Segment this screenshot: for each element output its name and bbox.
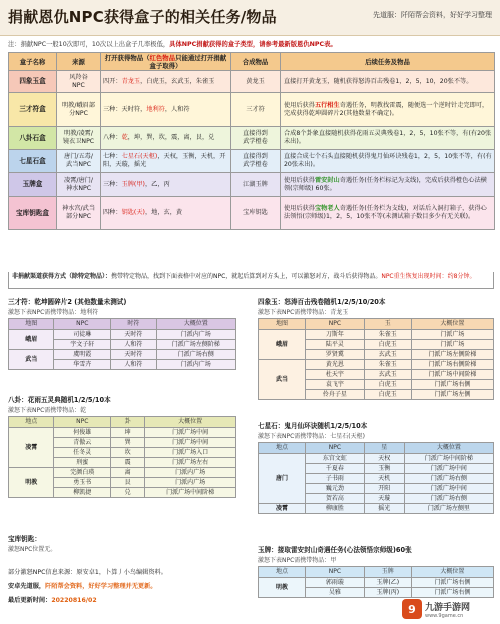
npc-location: 门派广场中间 (404, 484, 493, 494)
combine-item: 三才符 (231, 93, 281, 127)
npc-col-header: NPC (306, 567, 365, 578)
npc-name: 青傲云 (54, 438, 111, 448)
npc-header-row (9, 319, 236, 330)
npc-item: 朱雀玉 (364, 330, 411, 340)
note-prefix: 注：捐献NPC一般10次即可，10次以上出盒子几率极低， (8, 41, 170, 48)
npc-name: 虞明霞 (54, 350, 111, 360)
contents-other-items: ，人和符 (164, 105, 190, 113)
footer-update (8, 595, 97, 604)
npc-row (259, 578, 494, 588)
npc-col-header: 地点 (259, 567, 306, 578)
npc-name: 杜天宇 (306, 370, 365, 380)
box-contents (101, 127, 231, 150)
npc-col-header: NPC (54, 319, 111, 330)
box-source: 唐门/五毒/ 武当NPC (57, 150, 101, 173)
acquire-note-bold: 非捐献渠道获得方式（除特定物品）： (12, 273, 112, 280)
s_sancai-title: 三才符：乾坤圆碎片2 (其他数量未测试) (8, 298, 127, 306)
npc-item: 震 (111, 458, 145, 468)
s_bagua-title: 八卦：花雨五灵典随机1/2/5/10本 (8, 396, 111, 404)
npc-item: 开阳 (364, 484, 404, 494)
box-row (9, 197, 495, 230)
npc-header-row (259, 567, 494, 578)
followup-highlight: 五行相生 (314, 101, 340, 109)
watermark (402, 598, 494, 620)
box-name: 八卦石盒 (9, 127, 57, 150)
npc-item: 玉牌(乙) (364, 578, 411, 588)
followup-task (281, 197, 495, 230)
npc-location: 门派内广场 (145, 478, 236, 488)
s_yupai-sub: 激怒下表NPC需携带物品：甲 (258, 557, 337, 564)
note-line (8, 39, 494, 48)
npc-name: 刑蜜 (54, 458, 111, 468)
npc-row (9, 468, 236, 478)
s_bagua-sub: 激怒下表NPC需携带物品：乾 (8, 407, 87, 414)
npc-location: 门派广场右侧 (404, 474, 493, 484)
followup-text-b: 奇遇任务，明教找雷震，随便选一个逆时针走完即可，完成获得乾坤圆碎片2(其他数量不确定)。 (284, 101, 489, 117)
s_sixiang-title: 四象玉：怒涛百击残卷随机1/2/5/10/20本 (258, 298, 386, 306)
npc-map: 峨眉 (9, 330, 54, 350)
followup-task (281, 173, 495, 197)
followup-highlight: 雷安封山 (314, 176, 340, 184)
box-contents (101, 150, 231, 173)
npc-item: 玉衡 (364, 464, 404, 474)
contents-count: 七种： (103, 153, 122, 161)
box-source: 明教/凌霄/ 镜衣卫NPC (57, 127, 101, 150)
npc-location: 门派内广场 (145, 468, 236, 478)
npc-item: 天时符 (111, 330, 156, 340)
followup-task (281, 93, 495, 127)
npc-col-header: 大概位置 (411, 567, 493, 578)
npc-item: 人和符 (111, 340, 156, 350)
followup-text-b: 奇遇任务(任务栏标记为支线)，完成后获得橙色心法横领(宗师级) 60张。 (284, 176, 487, 192)
s_qixing-sub: 激怒下表NPC需携带物品：七星石(天枢) (258, 433, 365, 440)
npc-map: 峨眉 (259, 330, 306, 360)
npc-location: 门派广场左右 (145, 458, 236, 468)
npc-name: 伶舟子星 (306, 390, 365, 400)
followup-text-a: 使用后获得 (284, 101, 315, 109)
s_sancai-sub: 激怒下表NPC需携带物品：地利符 (8, 309, 99, 316)
npc-item: 天权 (364, 454, 404, 464)
npc-location: 门派广场中间阶梯 (404, 454, 493, 464)
npc-map: 唐门 (259, 454, 306, 504)
footer-line2-orange: 阡陌帮会资料，好好学习整理并无更新。 (45, 583, 157, 590)
col-header-combine: 合成物品 (231, 53, 281, 71)
section-sancai (8, 296, 236, 370)
npc-location: 门派广场 (411, 340, 493, 350)
npc-col-header: 大概位置 (156, 319, 235, 330)
npc-location: 门派广场中间阶梯 (145, 488, 236, 498)
credit-text: 先道服：阡陌帮会资料，好好学习整理 (373, 11, 492, 19)
footer-source: 部分激怒NPC信息来源：原安卓1，卜算丿小鸟编辑资料。 (8, 569, 167, 576)
followup-task (281, 71, 495, 93)
npc-location: 门派广场中间阶梯 (411, 370, 493, 380)
npc-row (9, 330, 236, 340)
npc-item: 艮 (111, 478, 145, 488)
npc-col-header: 大概位置 (404, 443, 493, 454)
npc-name: 巍元劲 (306, 484, 365, 494)
npc-col-header: 地图 (259, 319, 306, 330)
s_qixing-npc-table (258, 442, 494, 514)
box-name: 七星石盒 (9, 150, 57, 173)
box-source: 明教/峨眉部 分NPC (57, 93, 101, 127)
followup-highlight: 宝物老人 (314, 205, 340, 213)
section-baoku (8, 533, 236, 553)
npc-name: 柳康胜 (306, 504, 365, 514)
npc-col-header: NPC (306, 319, 365, 330)
combine-item: 黄龙玉 (231, 71, 281, 93)
npc-header-row (259, 443, 494, 454)
npc-row (9, 428, 236, 438)
npc-row (259, 330, 494, 340)
page-title: 捐献恩仇NPC获得盒子的相关任务/物品 (8, 8, 277, 26)
contents-count: 四种： (103, 209, 122, 217)
npc-name: 子书雨 (306, 474, 365, 484)
s_sancai-npc-table (8, 318, 236, 370)
npc-item: 玄武玉 (364, 370, 411, 380)
box-name: 四象玉盒 (9, 71, 57, 93)
contents-other-items: ，乙，丙 (144, 180, 170, 188)
box-source: 凌霄/唐门/ 神水NPC (57, 173, 101, 197)
npc-col-header: 大概位置 (411, 319, 493, 330)
contents-exclusive-item: 七星石(天枢) (121, 153, 158, 161)
watermark-url: www.9game.cn (425, 612, 464, 619)
npc-location: 门派内广场 (156, 330, 235, 340)
npc-map: 武当 (259, 360, 306, 400)
npc-item: 巽 (111, 438, 145, 448)
combine-item: 直接得到 武学橙卷 (231, 150, 281, 173)
npc-item: 玄武玉 (364, 350, 411, 360)
contents-count: 四开： (103, 77, 122, 85)
npc-col-header: NPC (54, 417, 111, 428)
npc-item: 朱雀玉 (364, 360, 411, 370)
s_sixiang-sub: 激怒下表NPC需携带物品：青龙玉 (258, 309, 349, 316)
contents-exclusive-item: 地利符 (146, 105, 165, 113)
npc-item: 天机 (364, 474, 404, 484)
npc-col-header: 玉牌 (364, 567, 411, 578)
npc-name: 勇玉书 (54, 478, 111, 488)
npc-location: 门派广场右侧 (411, 588, 493, 598)
npc-item: 兑 (111, 488, 145, 498)
followup-text-a: 直接打开黄龙玉，随机获得怒涛百击残卷1，2，5，10，20张不等。 (284, 77, 473, 85)
baoku-title: 宝库钥匙： (8, 535, 41, 543)
contents-other-items: ，天权，玉衡，天机，开阳，天璇，摇光 (103, 153, 226, 168)
header-bar (0, 0, 500, 36)
npc-header-row (259, 319, 494, 330)
footer-line2-bold: 安卓先道服， (8, 583, 46, 590)
npc-location: 门派广场入口 (145, 448, 236, 458)
npc-location: 门派广场中间 (145, 428, 236, 438)
main-box-table (8, 52, 495, 230)
followup-task (281, 127, 495, 150)
npc-item: 天璇 (364, 494, 404, 504)
note-bold: 具体NPC捐献获得的盒子类型，请参考最新版恩仇NPC表。 (169, 41, 337, 48)
npc-item: 白虎玉 (364, 340, 411, 350)
npc-map: 武当 (9, 350, 54, 370)
col-header-ways (101, 53, 231, 71)
baoku-sub: 激怒NPC位置无。 (8, 546, 57, 553)
contents-other-items: ，地，玄，黄 (144, 209, 183, 217)
contents-count: 三种： (103, 180, 122, 188)
contents-count: 八种： (103, 134, 122, 142)
s_yupai-npc-table (258, 566, 494, 598)
box-name: 玉牌盒 (9, 173, 57, 197)
npc-location: 门派广场右侧 (156, 350, 235, 360)
col-header-source: 来源 (57, 53, 101, 71)
npc-location: 门派广场 (411, 330, 493, 340)
footer-update-label: 最后更新时间： (8, 597, 52, 604)
section-sixiang (258, 296, 494, 400)
contents-exclusive-item: 玉牌(甲) (121, 180, 145, 188)
npc-col-header: 卦 (111, 417, 145, 428)
footer-update-date: 20220816/02 (51, 597, 97, 604)
s_qixing-title: 七星石：鬼月仙环诀随机1/2/5/10本 (258, 422, 368, 430)
npc-map: 明教 (9, 468, 54, 498)
npc-row (259, 504, 494, 514)
box-source: 神水宫/武当 部分NPC (57, 197, 101, 230)
npc-col-header: 地图 (9, 319, 54, 330)
followup-text-b: 奇遇任务(任务栏为支线)，对话后入洞打箱子，获得心法领悟(宗师级)1，2，5，10张不等(未测试箱子数目多少有无关联)。 (284, 205, 487, 220)
combine-item: 江湖玉牌 (231, 173, 281, 197)
contents-exclusive-item: 钥匙(天) (121, 209, 145, 217)
box-source: 风羚谷 NPC (57, 71, 101, 93)
section-qixing (258, 420, 494, 514)
npc-item: 白虎玉 (364, 380, 411, 390)
combine-item: 宝库钥匙 (231, 197, 281, 230)
followup-text-a: 使用后获得 (284, 176, 315, 184)
respawn-note: NPC重生恢复出现时间：约8分钟。 (381, 273, 476, 280)
box-contents (101, 71, 231, 93)
npc-row (259, 360, 494, 370)
npc-col-header: 星 (364, 443, 404, 454)
npc-col-header: 大概位置 (145, 417, 236, 428)
npc-map: 明教 (259, 578, 306, 598)
npc-location: 门派广场右侧 (404, 494, 493, 504)
npc-row (9, 350, 236, 360)
npc-item: 白虎玉 (364, 390, 411, 400)
npc-name: 陆平灵 (306, 340, 365, 350)
npc-name: 罗贤冀 (306, 350, 365, 360)
box-name: 三才符盒 (9, 93, 57, 127)
npc-name: 贺若高 (306, 494, 365, 504)
ways-header-a: 打开获得物品（ (104, 53, 150, 62)
npc-location: 门派广场中间 (145, 438, 236, 448)
s_yupai-title: 玉牌：接取雷安封山奇遇任务(心法领悟宗师级)60张 (258, 546, 412, 554)
npc-name: 何俊雄 (54, 428, 111, 438)
npc-col-header: 玉 (364, 319, 411, 330)
npc-location: 门派广场左侧阶梯 (156, 340, 235, 350)
followup-task (281, 150, 495, 173)
box-contents (101, 173, 231, 197)
ways-header-red: 红色物品 (149, 53, 176, 62)
npc-col-header: 时符 (111, 319, 156, 330)
s_sixiang-npc-table (258, 318, 494, 400)
npc-name: 完颜白瑛 (54, 468, 111, 478)
npc-location: 门派广场右侧 (411, 380, 493, 390)
npc-name: 司徒琳 (54, 330, 111, 340)
npc-item: 摇光 (364, 504, 404, 514)
npc-name: 任冬灵 (54, 448, 111, 458)
s_bagua-npc-table (8, 416, 236, 498)
npc-name: 柳凯捷 (54, 488, 111, 498)
box-contents (101, 93, 231, 127)
watermark-text: 九游手游网 (425, 602, 471, 613)
contents-other-items: ，坤，巽，坎，震，离，艮，兑 (127, 134, 215, 142)
npc-name: 吴雅 (306, 588, 365, 598)
npc-header-row (9, 417, 236, 428)
box-row (9, 173, 495, 197)
acquire-note (8, 272, 494, 289)
followup-text-a: 直接合成七个石头直接随机获得鬼月仙环诀残卷1，2，5，10张不等，有(有20张未出)。 (284, 153, 492, 168)
contents-exclusive-item: 青龙玉 (121, 77, 141, 85)
followup-text-a: 使用后获得 (284, 205, 315, 213)
ways-header-b: 只能通过打开捐献盒子取得） (149, 53, 227, 70)
npc-item: 人和符 (111, 360, 156, 370)
npc-location: 门派广场左侧 (411, 390, 493, 400)
box-row (9, 127, 495, 150)
box-row (9, 93, 495, 127)
npc-col-header: 地点 (9, 417, 54, 428)
col-header-sub: 后续任务及物品 (281, 53, 495, 71)
contents-count: 三种：天时符， (103, 105, 147, 113)
col-header-box: 盒子名称 (9, 53, 57, 71)
npc-location: 门派广场左侧里 (404, 504, 493, 514)
npc-name: 华雪卉 (54, 360, 111, 370)
npc-item: 坤 (111, 428, 145, 438)
npc-item: 天时符 (111, 350, 156, 360)
contents-exclusive-item: 乾 (121, 134, 128, 142)
npc-row (259, 454, 494, 464)
footer-line2 (8, 581, 157, 590)
contents-other-items: ，白虎玉，玄武玉，朱雀玉 (140, 77, 215, 85)
npc-location: 门派内广场 (156, 360, 235, 370)
npc-name: 刀斯年 (306, 330, 365, 340)
npc-name: 黄光恩 (306, 360, 365, 370)
npc-col-header: NPC (306, 443, 365, 454)
combine-item: 直接得到 武学橙卷 (231, 127, 281, 150)
box-contents (101, 197, 231, 230)
npc-name: 宇文子轩 (54, 340, 111, 350)
section-yupai (258, 544, 494, 598)
npc-map: 凌霄 (9, 428, 54, 468)
box-row (9, 71, 495, 93)
npc-location: 门派广场右侧阶梯 (411, 360, 493, 370)
box-row (9, 150, 495, 173)
npc-name: 千夏春 (306, 464, 365, 474)
acquire-note-text: 携带特定物品，找到下面表格中对应的NPC，就起后算到对方头上，可以激怒对方，战斗后获得物品。 (111, 273, 382, 280)
followup-text-a: 合成8个卦象直接随机获得花雨五灵典残卷1，2，5，10张不等，有(有20张未出)。 (284, 130, 492, 145)
section-bagua (8, 394, 236, 498)
box-name: 宝库钥匙盒 (9, 197, 57, 230)
npc-location: 门派广场中间 (404, 464, 493, 474)
npc-item: 玉牌(丙) (364, 588, 411, 598)
npc-col-header: 地点 (259, 443, 306, 454)
npc-item: 离 (111, 468, 145, 478)
npc-location: 门派广场右侧 (411, 578, 493, 588)
npc-name: 郭雨璇 (306, 578, 365, 588)
npc-item: 坎 (111, 448, 145, 458)
npc-map: 凌霄 (259, 504, 306, 514)
npc-name: 东宫文虹 (306, 454, 365, 464)
watermark-logo-icon: 9 (402, 599, 422, 619)
npc-location: 门派广场左侧阶梯 (411, 350, 493, 360)
npc-name: 袁飞宇 (306, 380, 365, 390)
